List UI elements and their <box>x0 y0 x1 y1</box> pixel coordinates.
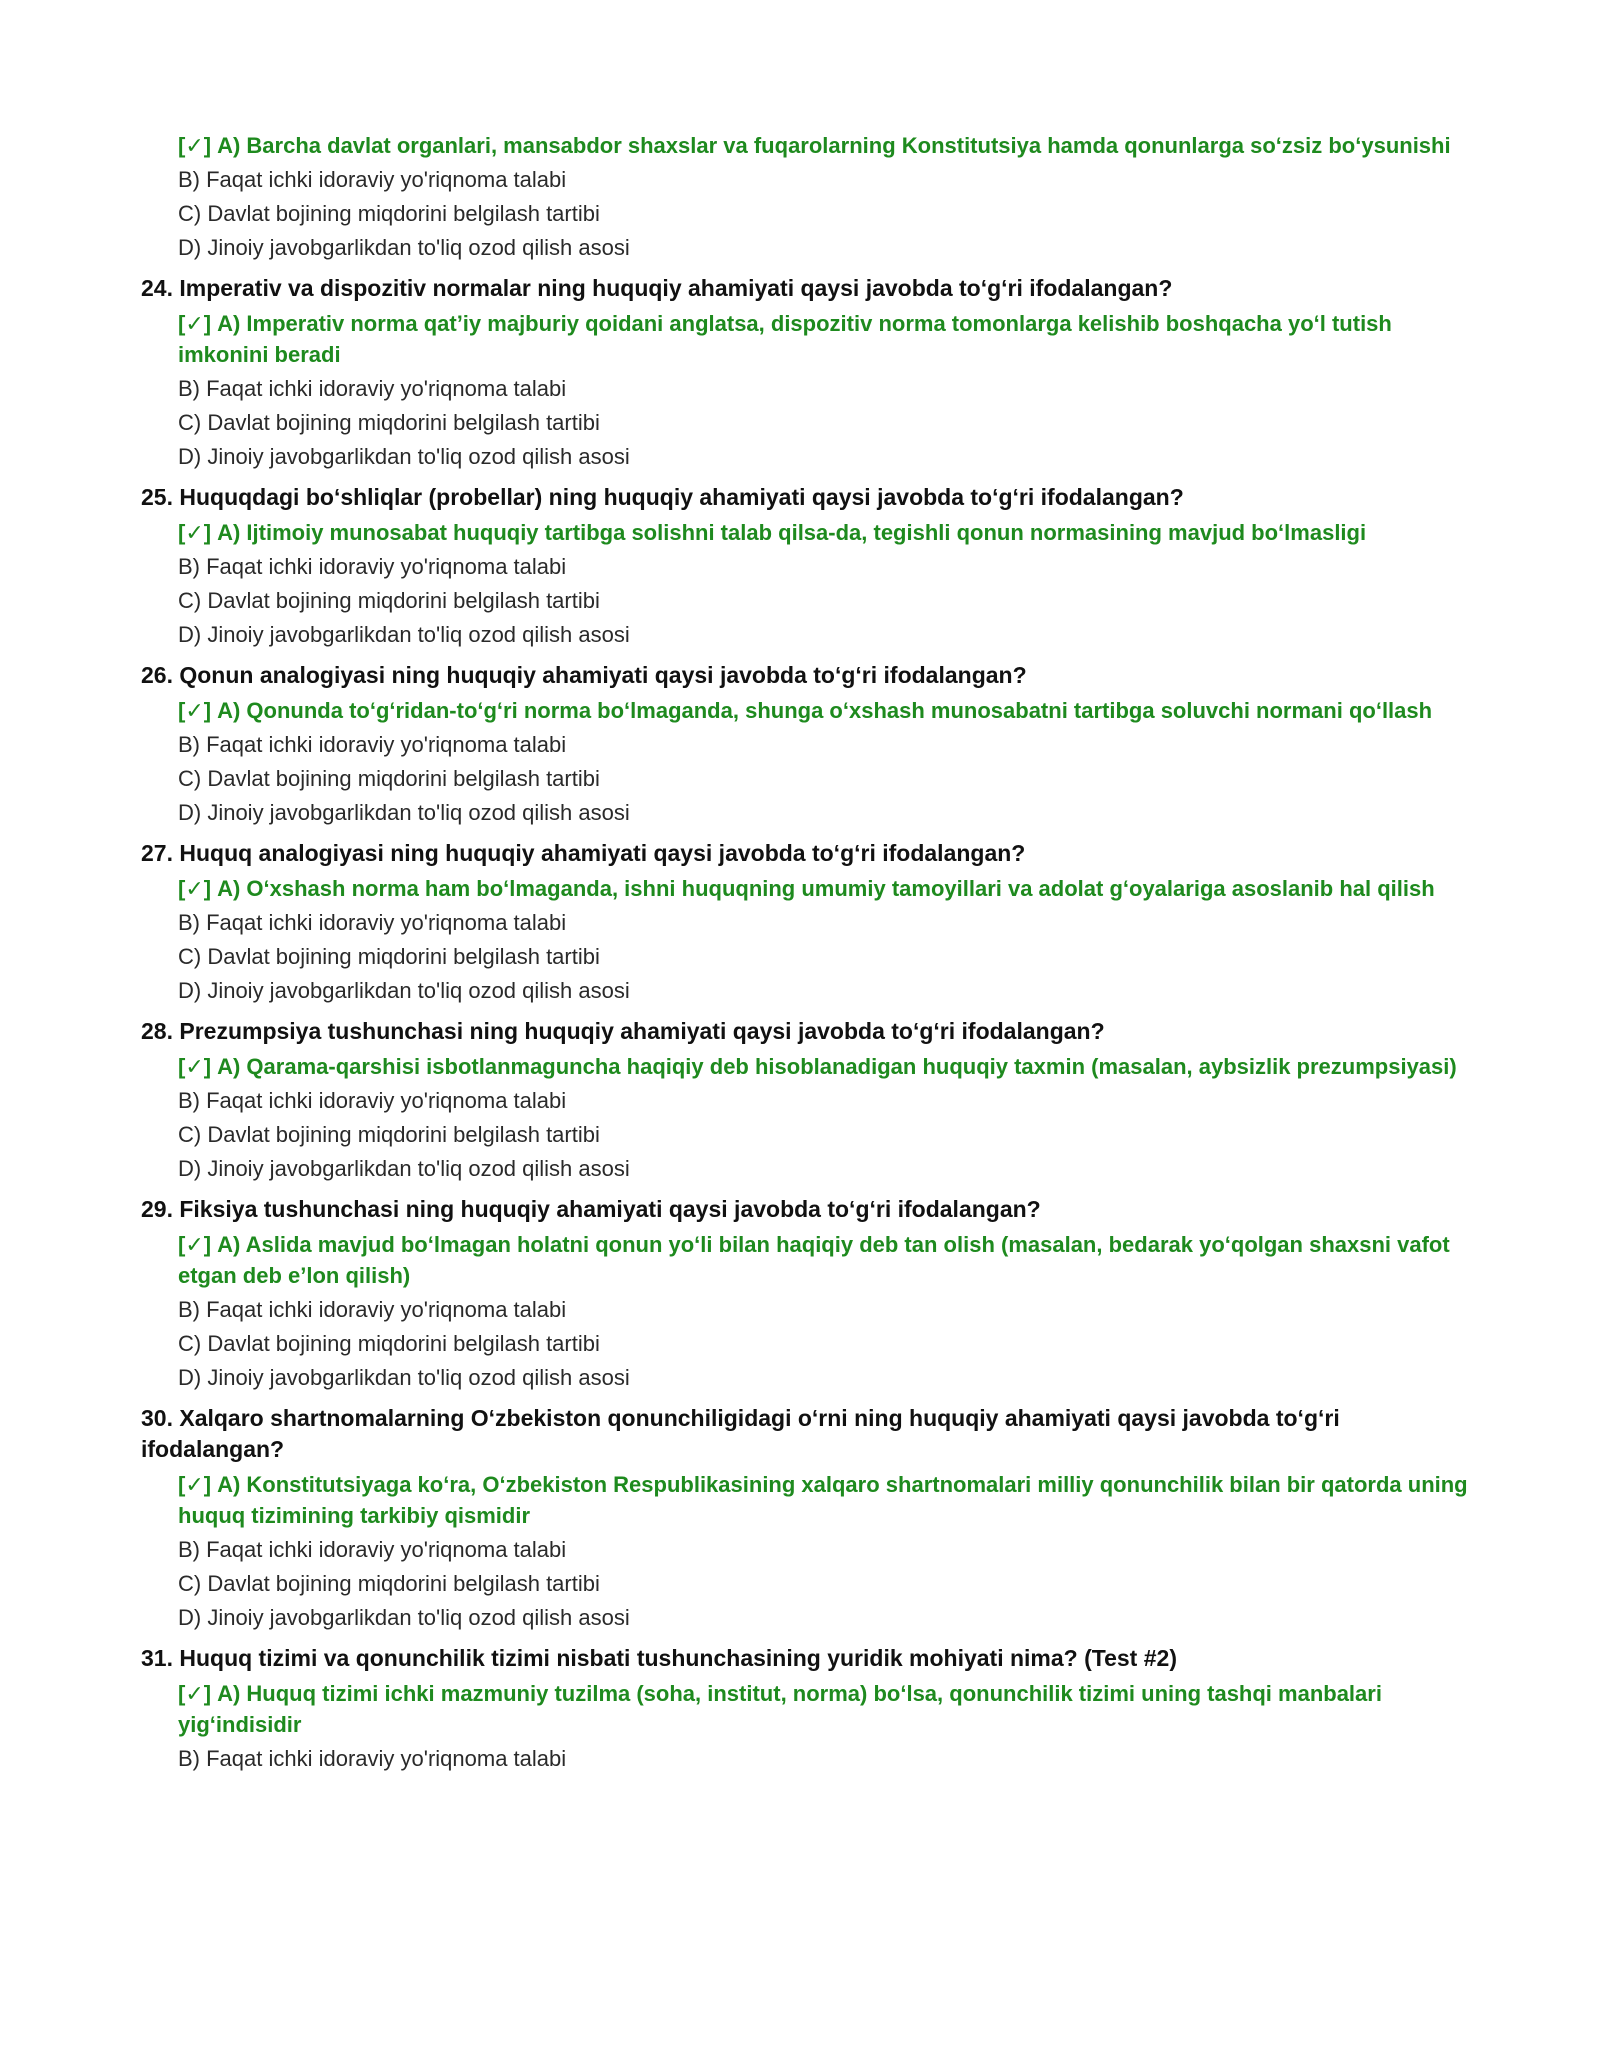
check-mark: [✓] <box>178 133 212 158</box>
options-list <box>178 1469 1468 1633</box>
question-title: 29. Fiksiya tushunchasi ning huquqiy ahamiyati qaysi javobda to‘g‘ri ifodalangan? <box>141 1196 1041 1222</box>
option: C) Davlat bojining miqdorini belgilash tartibi <box>178 1331 600 1356</box>
option: C) Davlat bojining miqdorini belgilash tartibi <box>178 1122 600 1147</box>
option: C) Davlat bojining miqdorini belgilash tartibi <box>178 410 600 435</box>
option-text: A) Barcha davlat organlari, mansabdor shaxslar va fuqarolarning Konstitutsiya hamda qonunlarga so‘zsiz bo‘ysunishi <box>217 133 1451 158</box>
option: D) Jinoiy javobgarlikdan to'liq ozod qilish asosi <box>178 1156 630 1181</box>
option: B) Faqat ichki idoraviy yo'riqnoma talabi <box>178 732 567 757</box>
option-text: A) Qarama-qarshisi isbotlanmaguncha haqiqiy deb hisoblanadigan huquqiy taxmin (masalan, aybsizlik prezumpsiyasi) <box>217 1054 1457 1079</box>
option: D) Jinoiy javobgarlikdan to'liq ozod qilish asosi <box>178 235 630 260</box>
option: C) Davlat bojining miqdorini belgilash tartibi <box>178 944 600 969</box>
option: C) Davlat bojining miqdorini belgilash tartibi <box>178 201 600 226</box>
correct-option <box>178 873 1468 904</box>
question-block-25 <box>0 482 1600 650</box>
question-title: 27. Huquq analogiyasi ning huquqiy ahamiyati qaysi javobda to‘g‘ri ifodalangan? <box>141 840 1026 866</box>
option: C) Davlat bojining miqdorini belgilash tartibi <box>178 1571 600 1596</box>
correct-option <box>178 1051 1468 1082</box>
options-list <box>178 873 1468 1006</box>
check-mark: [✓] <box>178 1472 212 1497</box>
question-block-28 <box>0 1016 1600 1184</box>
correct-option <box>178 130 1468 161</box>
question-title: 26. Qonun analogiyasi ning huquqiy ahamiyati qaysi javobda to‘g‘ri ifodalangan? <box>141 662 1027 688</box>
check-mark: [✓] <box>178 520 212 545</box>
correct-option <box>178 695 1468 726</box>
option-text: A) Huquq tizimi ichki mazmuniy tuzilma (soha, institut, norma) bo‘lsa, qonunchilik tizimi uning tashqi manbalari yig‘indisidir <box>178 1681 1382 1737</box>
question-23-continuation <box>0 130 1600 263</box>
question-block-29 <box>0 1194 1600 1393</box>
option: B) Faqat ichki idoraviy yo'riqnoma talabi <box>178 1746 567 1771</box>
check-mark: [✓] <box>178 311 212 336</box>
options-list <box>178 1051 1468 1184</box>
check-mark: [✓] <box>178 1054 212 1079</box>
option: D) Jinoiy javobgarlikdan to'liq ozod qilish asosi <box>178 622 630 647</box>
options-list <box>178 1229 1468 1393</box>
option-text: A) Konstitutsiyaga ko‘ra, O‘zbekiston Respublikasining xalqaro shartnomalari milliy qonunchilik bilan bir qatorda uning huquq tizimining tarkibiy qismidir <box>178 1472 1468 1528</box>
option: B) Faqat ichki idoraviy yo'riqnoma talabi <box>178 376 567 401</box>
options-list <box>178 130 1468 263</box>
question-block-27 <box>0 838 1600 1006</box>
correct-option <box>178 308 1468 370</box>
option: B) Faqat ichki idoraviy yo'riqnoma talabi <box>178 554 567 579</box>
option: D) Jinoiy javobgarlikdan to'liq ozod qilish asosi <box>178 444 630 469</box>
option-text: A) Imperativ norma qat’iy majburiy qoidani anglatsa, dispozitiv norma tomonlarga kelishib boshqacha yo‘l tutish imkonini beradi <box>178 311 1392 367</box>
question-title: 31. Huquq tizimi va qonunchilik tizimi nisbati tushunchasining yuridik mohiyati nima? (Test #2) <box>141 1645 1177 1671</box>
correct-option <box>178 517 1468 548</box>
option: D) Jinoiy javobgarlikdan to'liq ozod qilish asosi <box>178 978 630 1003</box>
question-block-24 <box>0 273 1600 472</box>
option-text: A) O‘xshash norma ham bo‘lmaganda, ishni huquqning umumiy tamoyillari va adolat g‘oyalariga asoslanib hal qilish <box>217 876 1435 901</box>
question-title: 30. Xalqaro shartnomalarning O‘zbekiston qonunchiligidagi o‘rni ning huquqiy ahamiyati qaysi javobda to‘g‘ri ifodalangan? <box>141 1405 1340 1462</box>
option: D) Jinoiy javobgarlikdan to'liq ozod qilish asosi <box>178 800 630 825</box>
options-list <box>178 695 1468 828</box>
question-title: 25. Huquqdagi bo‘shliqlar (probellar) ning huquqiy ahamiyati qaysi javobda to‘g‘ri ifodalangan? <box>141 484 1184 510</box>
option-text: A) Qonunda to‘g‘ridan-to‘g‘ri norma bo‘lmaganda, shunga o‘xshash munosabatni tartibga soluvchi normani qo‘llash <box>217 698 1433 723</box>
question-block-26 <box>0 660 1600 828</box>
option-text: A) Aslida mavjud bo‘lmagan holatni qonun yo‘li bilan haqiqiy deb tan olish (masalan, bedarak yo‘qolgan shaxsni vafot etgan deb e’lon qilish) <box>178 1232 1450 1288</box>
option-text: A) Ijtimoiy munosabat huquqiy tartibga solishni talab qilsa-da, tegishli qonun normasining mavjud bo‘lmasligi <box>217 520 1367 545</box>
check-mark: [✓] <box>178 1232 212 1257</box>
document-page <box>0 130 1600 1777</box>
option: B) Faqat ichki idoraviy yo'riqnoma talabi <box>178 1088 567 1113</box>
question-title: 24. Imperativ va dispozitiv normalar ning huquqiy ahamiyati qaysi javobda to‘g‘ri ifodalangan? <box>141 275 1173 301</box>
correct-option <box>178 1229 1468 1291</box>
options-list <box>178 517 1468 650</box>
options-list <box>178 308 1468 472</box>
option: C) Davlat bojining miqdorini belgilash tartibi <box>178 588 600 613</box>
question-block-30 <box>0 1403 1600 1633</box>
check-mark: [✓] <box>178 1681 212 1706</box>
option: B) Faqat ichki idoraviy yo'riqnoma talabi <box>178 1297 567 1322</box>
check-mark: [✓] <box>178 698 212 723</box>
options-list <box>178 1678 1468 1774</box>
question-block-31 <box>0 1643 1600 1774</box>
correct-option <box>178 1678 1468 1740</box>
correct-option <box>178 1469 1468 1531</box>
option: B) Faqat ichki idoraviy yo'riqnoma talabi <box>178 1537 567 1562</box>
option: B) Faqat ichki idoraviy yo'riqnoma talabi <box>178 167 567 192</box>
check-mark: [✓] <box>178 876 212 901</box>
option: C) Davlat bojining miqdorini belgilash tartibi <box>178 766 600 791</box>
question-title: 28. Prezumpsiya tushunchasi ning huquqiy ahamiyati qaysi javobda to‘g‘ri ifodalangan? <box>141 1018 1105 1044</box>
option: B) Faqat ichki idoraviy yo'riqnoma talabi <box>178 910 567 935</box>
option: D) Jinoiy javobgarlikdan to'liq ozod qilish asosi <box>178 1365 630 1390</box>
option: D) Jinoiy javobgarlikdan to'liq ozod qilish asosi <box>178 1605 630 1630</box>
